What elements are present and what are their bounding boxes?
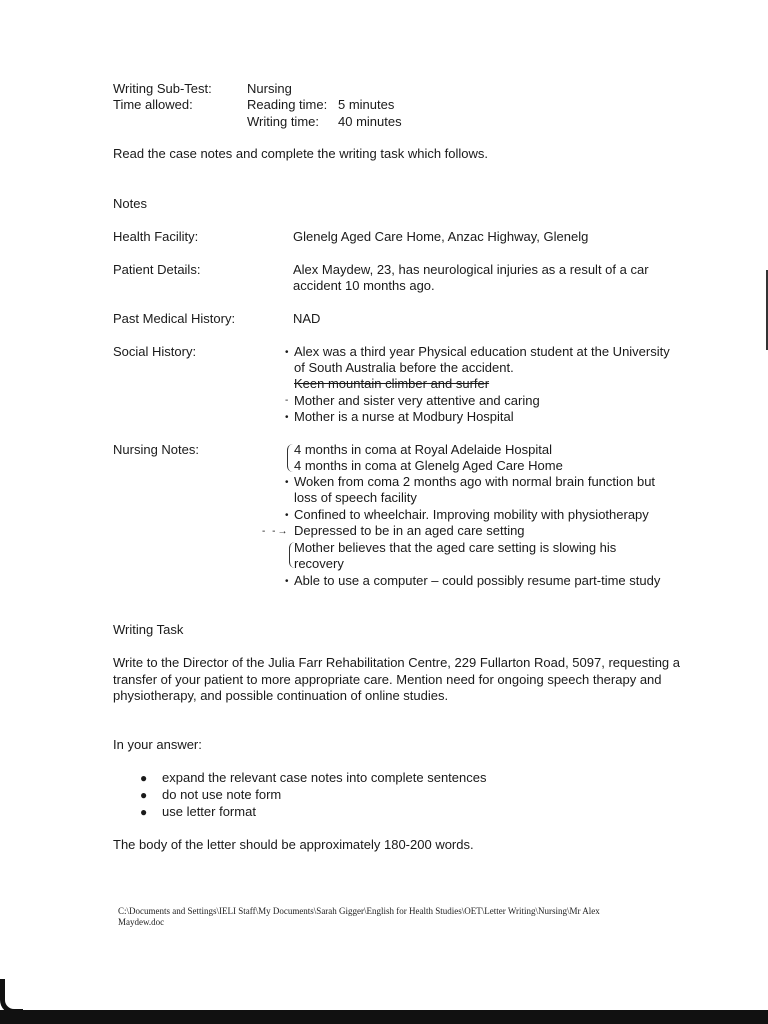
bullet-icon: ● bbox=[140, 805, 148, 819]
handwritten-bullet-icon: • bbox=[285, 510, 289, 521]
scan-bottom-shadow bbox=[0, 1010, 768, 1024]
nursing-note-line: loss of speech facility bbox=[294, 490, 417, 505]
handwritten-arrow-icon: - -→ bbox=[262, 526, 290, 537]
health-facility-label: Health Facility: bbox=[113, 229, 199, 244]
nursing-notes-label: Nursing Notes: bbox=[113, 442, 199, 457]
handwritten-bullet-icon: • bbox=[285, 477, 289, 488]
instructions: Read the case notes and complete the writing task which follows. bbox=[113, 146, 489, 161]
bullet-icon: ● bbox=[140, 788, 148, 802]
social-history-line-struck: Keen mountain climber and surfer bbox=[294, 376, 490, 391]
reading-time-label: Reading time: bbox=[247, 97, 328, 112]
patient-details-line: Alex Maydew, 23, has neurological injuries as a result of a car bbox=[293, 262, 649, 277]
subtest-label: Writing Sub-Test: bbox=[113, 81, 212, 96]
social-history-line: Alex was a third year Physical education student at the University bbox=[294, 344, 670, 359]
writing-time-label: Writing time: bbox=[247, 114, 319, 129]
answer-bullet-text: use letter format bbox=[162, 804, 256, 819]
social-history-line: Mother is a nurse at Modbury Hospital bbox=[294, 409, 514, 424]
bullet-icon: ● bbox=[140, 771, 148, 785]
notes-heading: Notes bbox=[113, 196, 147, 211]
file-path-footer: C:\Documents and Settings\IELI Staff\My Documents\Sarah Gigger\English for Health Studies\OET\Letter Writing\Nursing\Mr Alex bbox=[118, 906, 600, 916]
time-allowed-label: Time allowed: bbox=[113, 97, 193, 112]
writing-task-line: physiotherapy, and possible continuation of online studies. bbox=[113, 688, 449, 703]
scan-corner-shadow bbox=[0, 979, 23, 1014]
past-history-label: Past Medical History: bbox=[113, 311, 236, 326]
writing-time-value: 40 minutes bbox=[338, 114, 402, 129]
reading-time-value: 5 minutes bbox=[338, 97, 395, 112]
patient-details-line: accident 10 months ago. bbox=[293, 278, 435, 293]
word-count-note: The body of the letter should be approximately 180-200 words. bbox=[113, 837, 474, 852]
nursing-note-line: Woken from coma 2 months ago with normal brain function but bbox=[294, 474, 656, 489]
social-history-line: of South Australia before the accident. bbox=[294, 360, 514, 375]
handwritten-bullet-icon: • bbox=[285, 412, 289, 423]
answer-heading: In your answer: bbox=[113, 737, 202, 752]
file-path-footer: Maydew.doc bbox=[118, 917, 165, 927]
nursing-note-line: recovery bbox=[294, 556, 344, 571]
nursing-note-line: Confined to wheelchair. Improving mobility with physiotherapy bbox=[294, 507, 649, 522]
social-history-line: Mother and sister very attentive and caring bbox=[294, 393, 540, 408]
writing-task-line: Write to the Director of the Julia Farr Rehabilitation Centre, 229 Fullarton Road, 5097, requesting a bbox=[113, 655, 681, 670]
patient-details-label: Patient Details: bbox=[113, 262, 201, 277]
nursing-note-line: Able to use a computer – could possibly resume part-time study bbox=[294, 573, 661, 588]
handwritten-bullet-icon: • bbox=[285, 347, 289, 358]
nursing-note-line: Mother believes that the aged care setting is slowing his bbox=[294, 540, 617, 555]
nursing-note-line: 4 months in coma at Royal Adelaide Hospital bbox=[294, 442, 552, 457]
answer-bullet-text: do not use note form bbox=[162, 787, 282, 802]
handwritten-brace-icon bbox=[287, 444, 294, 472]
handwritten-bullet-icon: - bbox=[285, 395, 289, 406]
health-facility-value: Glenelg Aged Care Home, Anzac Highway, Glenelg bbox=[293, 229, 589, 244]
social-history-label: Social History: bbox=[113, 344, 197, 359]
writing-task-heading: Writing Task bbox=[113, 622, 184, 637]
handwritten-bullet-icon: • bbox=[285, 576, 289, 587]
past-history-value: NAD bbox=[293, 311, 321, 326]
nursing-note-line: Depressed to be in an aged care setting bbox=[294, 523, 525, 538]
nursing-note-line: 4 months in coma at Glenelg Aged Care Home bbox=[294, 458, 563, 473]
writing-task-line: transfer of your patient to more appropriate care. Mention need for ongoing speech therapy and bbox=[113, 672, 662, 687]
subtest-value: Nursing bbox=[247, 81, 292, 96]
answer-bullet-text: expand the relevant case notes into complete sentences bbox=[162, 770, 487, 785]
